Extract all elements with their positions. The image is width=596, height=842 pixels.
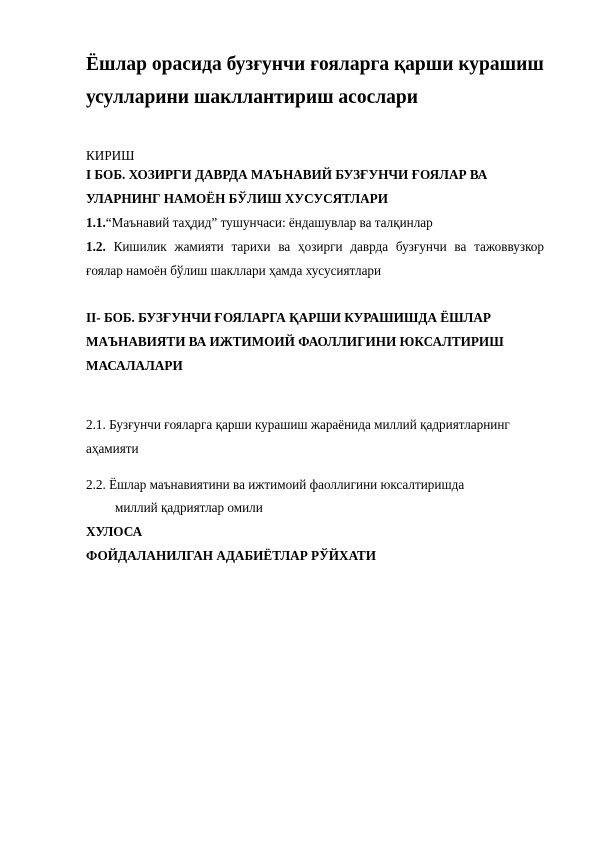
section-1-1-number: 1.1. (86, 215, 106, 230)
section-1-2-line-2: ғоялар намоён бўлиш шакллари ҳамда хусусиятлари (86, 263, 382, 278)
chapter-1-heading-line-2: УЛАРНИНГ НАМОЁН БЎЛИШ ХУСУСЯТЛАРИ (86, 191, 388, 206)
intro-heading: КИРИШ (86, 148, 135, 163)
section-1-1 (86, 215, 433, 231)
section-1-2-number: 1.2. (86, 239, 106, 254)
document-title-line-2: усулларини шакллантириш асослари (86, 87, 418, 108)
chapter-1-heading-line-1: I БОБ. ХОЗИРГИ ДАВРДА МАЪНАВИЙ БУЗҒУНЧИ ҒОЯЛАР ВА (86, 167, 488, 182)
section-2-2-line-1: 2.2. Ёшлар маънавиятини ва ижтимоий фаоллигини юксалтиришда (86, 477, 465, 492)
section-1-2-line-1 (86, 239, 544, 255)
chapter-2-heading-line-2: МАЪНАВИЯТИ ВА ИЖТИМОИЙ ФАОЛЛИГИНИ ЮКСАЛТИРИШ (86, 334, 504, 349)
references-heading: ФОЙДАЛАНИЛГАН АДАБИЁТЛАР РЎЙХАТИ (86, 548, 376, 563)
section-1-1-text: “Маънавий таҳдид” тушунчаси: ёндашувлар ва талқинлар (105, 215, 433, 230)
chapter-2-heading-line-1: II- БОБ. БУЗҒУНЧИ ҒОЯЛАРГА ҚАРШИ КУРАШИШДА ЁШЛАР (86, 310, 491, 325)
section-2-1-line-1: 2.1. Бузғунчи ғояларга қарши курашиш жараёнида миллий қадриятларнинг (86, 417, 510, 432)
document-title-line-1: Ёшлар орасида бузғунчи ғояларга қарши курашиш (86, 54, 544, 75)
conclusion-heading: ХУЛОСА (86, 524, 143, 539)
chapter-2-heading-line-3: МАСАЛАЛАРИ (86, 358, 183, 373)
section-2-2-line-2: миллий қадриятлар омили (115, 500, 263, 515)
section-2-1-line-2: аҳамияти (86, 441, 139, 456)
section-1-2-text: Кишилик жамияти тарихи ва ҳозирги даврда бузғунчи ва тажоввузкор (113, 239, 544, 254)
